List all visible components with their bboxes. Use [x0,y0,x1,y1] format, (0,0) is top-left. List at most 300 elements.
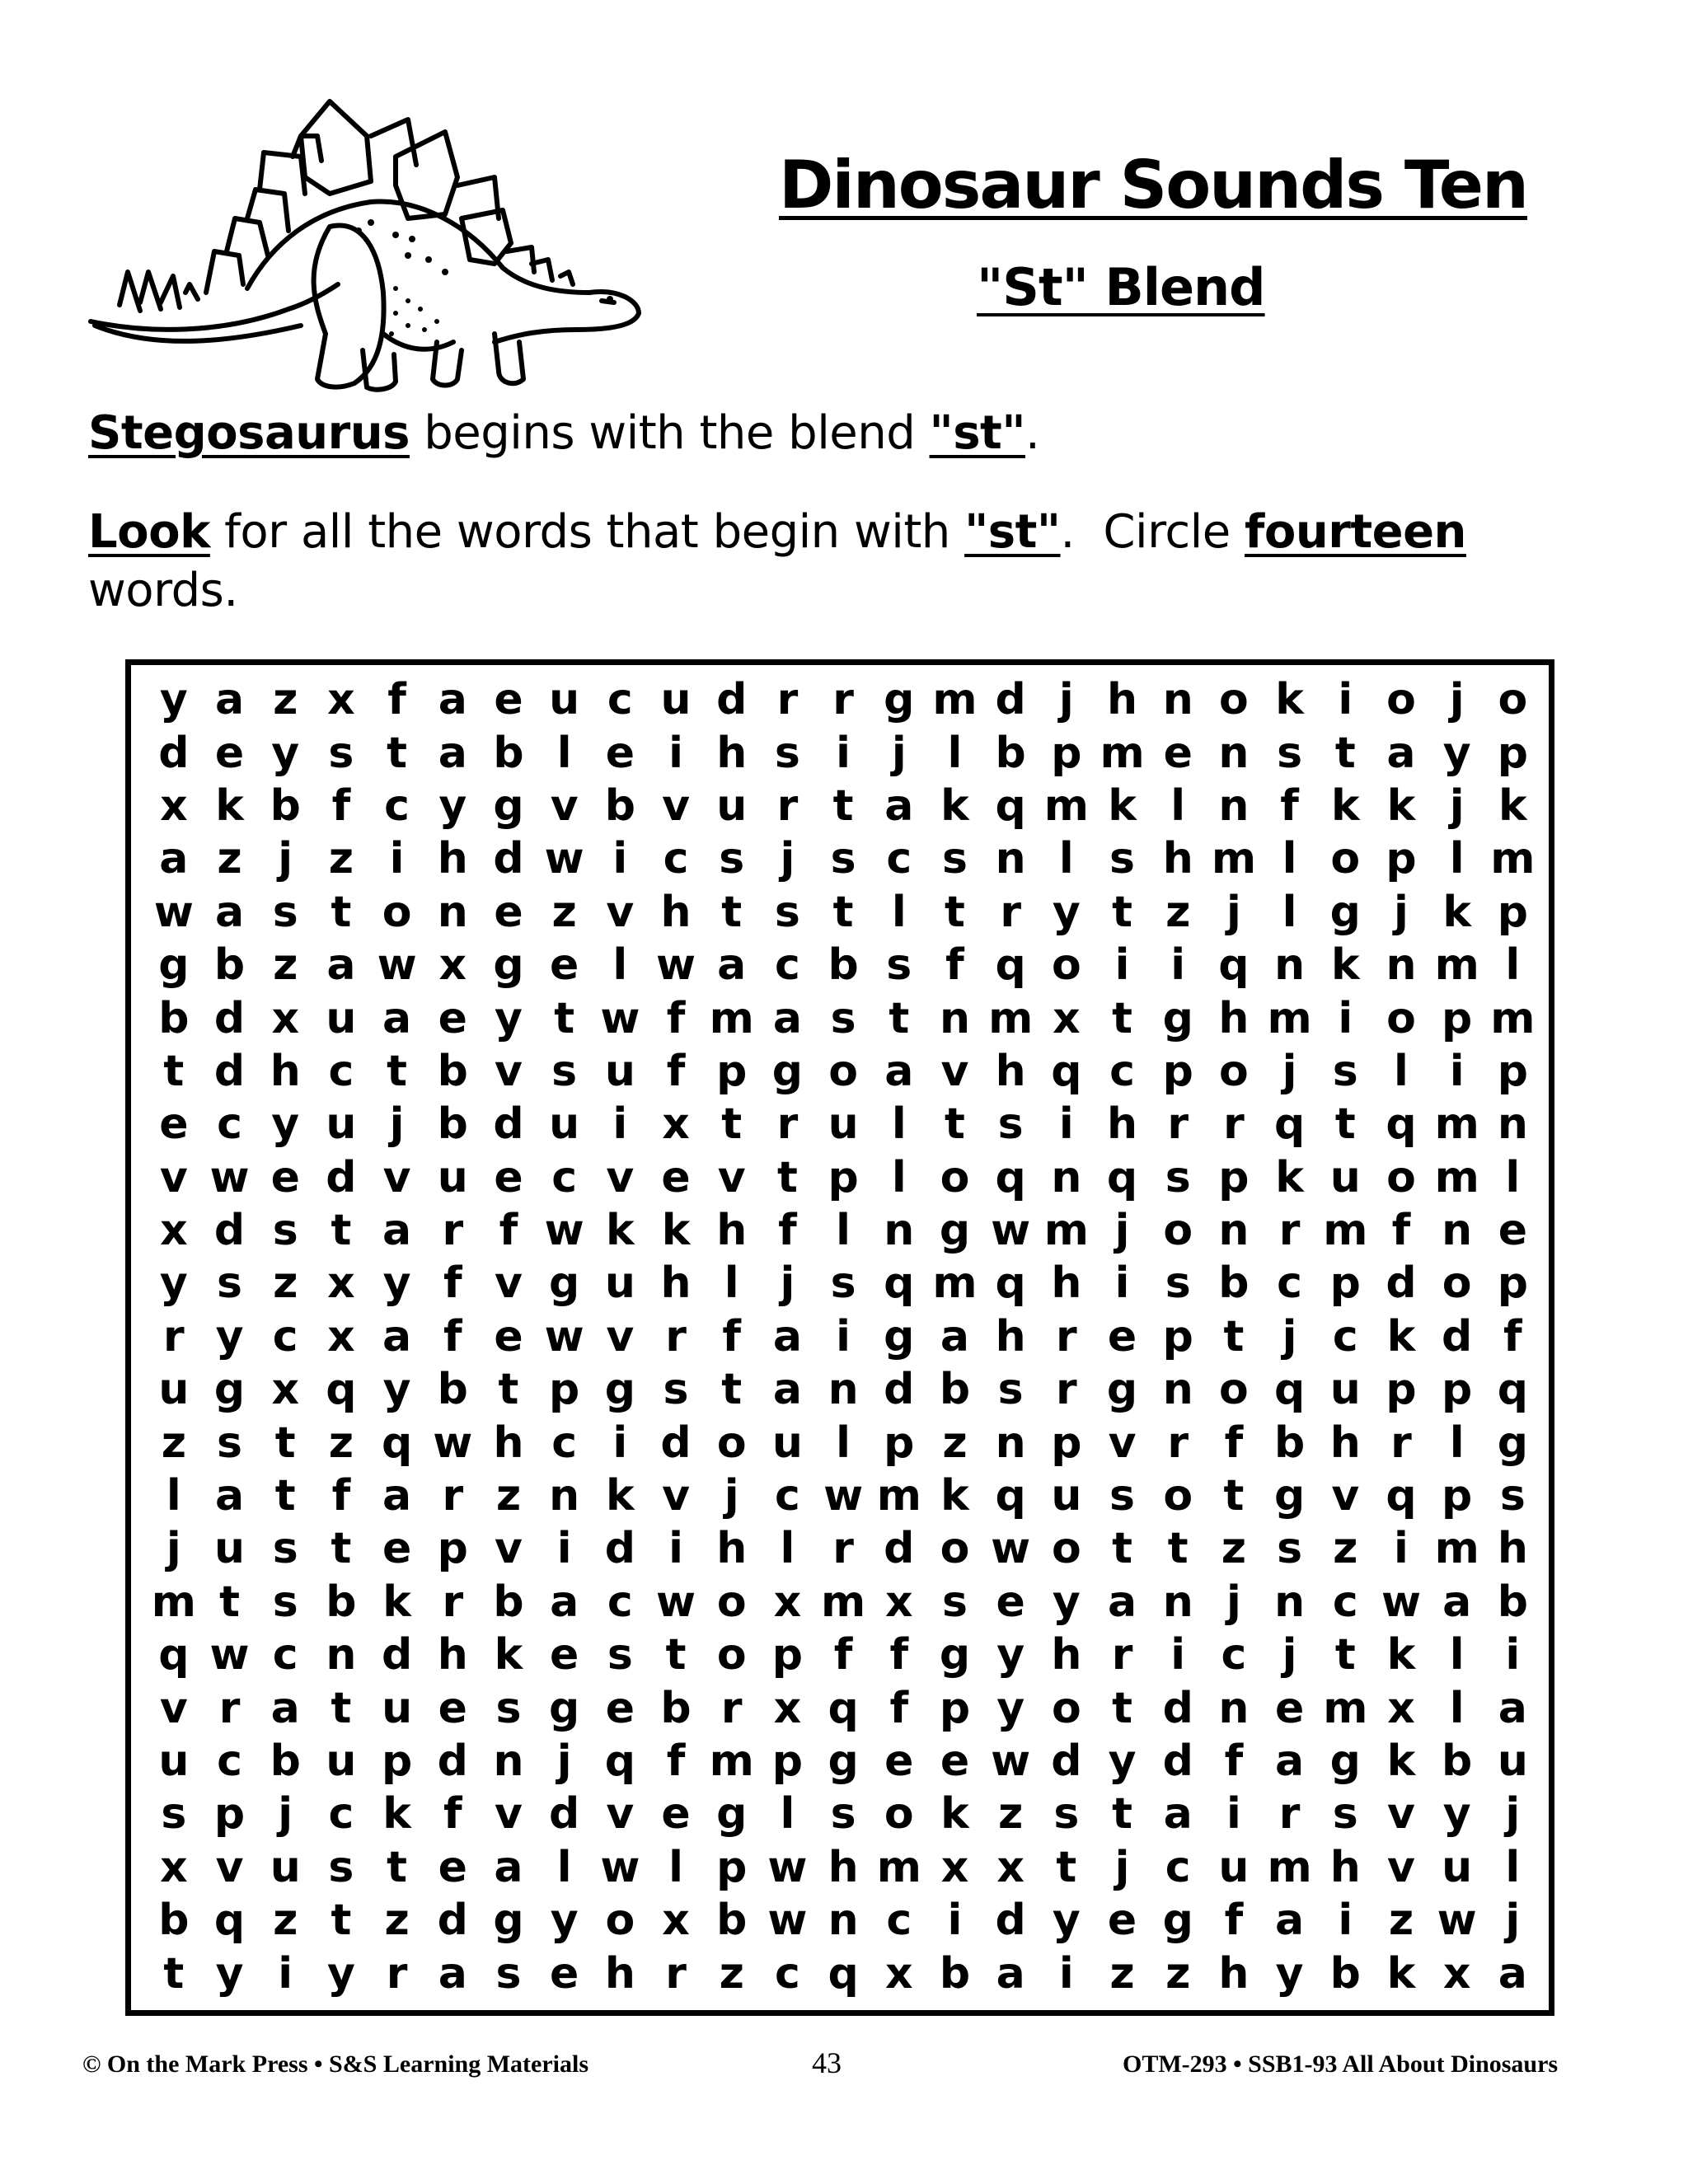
grid-letter[interactable]: o [716,1630,747,1680]
grid-letter[interactable]: v [717,1152,746,1202]
grid-letter[interactable]: x [1442,1948,1471,1999]
grid-letter[interactable]: u [382,1683,413,1733]
grid-letter[interactable]: y [326,1948,355,1999]
grid-letter[interactable]: y [1442,1789,1471,1840]
grid-letter[interactable]: p [1442,1471,1473,1521]
grid-letter[interactable]: t [163,1046,185,1096]
grid-letter[interactable]: d [716,675,748,725]
grid-letter[interactable]: p [1497,1046,1528,1096]
grid-letter[interactable]: q [1386,1471,1417,1521]
grid-letter[interactable]: b [270,1736,301,1786]
grid-letter[interactable]: u [549,1099,580,1150]
grid-letter[interactable]: t [1112,1524,1132,1574]
grid-letter[interactable]: f [1224,1418,1244,1468]
grid-letter[interactable]: t [331,1683,352,1733]
grid-letter[interactable]: x [662,1896,690,1946]
grid-letter[interactable]: m [709,993,754,1043]
grid-letter[interactable]: f [666,1736,686,1786]
grid-letter[interactable]: e [494,675,523,725]
grid-letter[interactable]: u [1497,1736,1528,1786]
grid-letter[interactable]: v [662,1471,690,1521]
grid-letter[interactable]: f [1391,1206,1411,1256]
grid-letter[interactable]: l [556,728,572,778]
grid-letter[interactable]: o [1442,1258,1472,1309]
grid-letter[interactable]: k [1108,780,1137,831]
grid-letter[interactable]: i [1170,1630,1186,1680]
grid-letter[interactable]: x [996,1842,1025,1892]
grid-letter[interactable]: a [940,1311,970,1361]
grid-letter[interactable]: j [1505,1896,1521,1946]
grid-letter[interactable]: y [1052,1577,1081,1627]
grid-letter[interactable]: b [939,1948,971,1999]
grid-letter[interactable]: t [387,1842,408,1892]
grid-letter[interactable]: f [331,780,351,831]
grid-letter[interactable]: b [270,780,301,831]
grid-letter[interactable]: a [270,1683,300,1733]
grid-letter[interactable]: j [1114,1206,1130,1256]
grid-letter[interactable]: n [437,887,468,937]
grid-letter[interactable]: e [438,1683,467,1733]
grid-letter[interactable]: l [1449,834,1465,884]
grid-letter[interactable]: m [1434,1524,1479,1574]
grid-letter[interactable]: b [716,1896,748,1946]
grid-letter[interactable]: a [494,1842,523,1892]
grid-letter[interactable]: f [499,1206,518,1256]
grid-letter[interactable]: u [326,1736,357,1786]
grid-letter[interactable]: l [836,1206,851,1256]
grid-letter[interactable]: k [1275,1152,1304,1202]
grid-letter[interactable]: r [1167,1099,1189,1150]
grid-letter[interactable]: t [1112,1789,1132,1840]
grid-letter[interactable]: y [382,1258,411,1309]
grid-letter[interactable]: j [891,728,907,778]
grid-letter[interactable]: a [1163,1789,1193,1840]
grid-letter[interactable]: a [1498,1683,1527,1733]
grid-letter[interactable]: h [1497,1524,1528,1574]
grid-letter[interactable]: p [771,1630,804,1680]
grid-letter[interactable]: z [1165,887,1191,937]
grid-letter[interactable]: g [158,940,190,991]
grid-letter[interactable]: v [495,1046,523,1096]
grid-letter[interactable]: n [828,1896,859,1946]
grid-letter[interactable]: w [767,1896,808,1946]
grid-letter[interactable]: x [773,1683,802,1733]
grid-letter[interactable]: s [272,1524,298,1574]
grid-letter[interactable]: w [544,1311,584,1361]
grid-letter[interactable]: h [995,1046,1026,1096]
grid-letter[interactable]: o [1051,940,1081,991]
grid-letter[interactable]: f [778,1206,797,1256]
grid-letter[interactable]: z [273,1896,298,1946]
grid-letter[interactable]: t [721,887,743,937]
grid-letter[interactable]: k [606,1471,635,1521]
grid-letter[interactable]: o [1051,1524,1081,1574]
grid-letter[interactable]: i [836,728,851,778]
grid-letter[interactable]: b [1329,1948,1361,1999]
grid-letter[interactable]: s [774,887,800,937]
grid-letter[interactable]: t [832,780,854,831]
grid-letter[interactable]: s [1332,1046,1358,1096]
grid-letter[interactable]: m [1434,940,1479,991]
grid-letter[interactable]: g [939,1630,971,1680]
grid-letter[interactable]: s [830,1789,856,1840]
grid-letter[interactable]: e [605,1683,635,1733]
grid-letter[interactable]: t [163,1948,185,1999]
grid-letter[interactable]: m [1490,993,1536,1043]
grid-letter[interactable]: n [1218,1206,1250,1256]
grid-letter[interactable]: w [600,1842,640,1892]
grid-letter[interactable]: f [387,675,406,725]
grid-letter[interactable]: d [213,993,246,1043]
grid-letter[interactable]: l [947,728,963,778]
grid-letter[interactable]: n [1442,1206,1473,1256]
grid-letter[interactable]: u [604,1046,635,1096]
grid-letter[interactable]: p [828,1152,859,1202]
grid-letter[interactable]: p [213,1789,246,1840]
grid-letter[interactable]: z [328,1418,354,1468]
grid-letter[interactable]: g [1273,1471,1306,1521]
grid-letter[interactable]: k [382,1789,411,1840]
grid-letter[interactable]: m [1434,1152,1479,1202]
grid-letter[interactable]: x [160,1842,188,1892]
grid-letter[interactable]: c [328,1046,354,1096]
grid-letter[interactable]: t [1334,1630,1356,1680]
grid-letter[interactable]: w [656,940,696,991]
grid-letter[interactable]: z [328,834,354,884]
grid-letter[interactable]: i [1449,1046,1465,1096]
grid-letter[interactable]: h [437,1630,468,1680]
grid-letter[interactable]: t [945,887,965,937]
grid-letter[interactable]: j [1226,887,1241,937]
grid-letter[interactable]: u [437,1152,468,1202]
grid-letter[interactable]: v [550,780,579,831]
grid-letter[interactable]: l [668,1842,683,1892]
grid-letter[interactable]: k [1386,780,1416,831]
grid-letter[interactable]: h [716,1524,748,1574]
grid-letter[interactable]: m [1043,1206,1089,1256]
grid-letter[interactable]: c [551,1152,578,1202]
grid-letter[interactable]: c [551,1418,578,1468]
grid-letter[interactable]: r [776,675,799,725]
grid-letter[interactable]: d [604,1524,635,1574]
grid-letter[interactable]: l [1505,1152,1521,1202]
grid-letter[interactable]: b [213,940,246,991]
grid-letter[interactable]: g [1329,887,1361,937]
grid-letter[interactable]: u [604,1258,635,1309]
grid-letter[interactable]: k [661,1206,691,1256]
grid-letter[interactable]: e [270,1152,300,1202]
grid-letter[interactable]: w [767,1842,808,1892]
grid-letter[interactable]: v [495,1789,523,1840]
grid-letter[interactable]: s [328,1842,354,1892]
grid-letter[interactable]: k [494,1630,523,1680]
grid-letter[interactable]: n [1162,675,1193,725]
grid-letter[interactable]: d [1162,1683,1193,1733]
grid-letter[interactable]: v [606,1789,635,1840]
grid-letter[interactable]: z [1388,1896,1414,1946]
grid-letter[interactable]: e [605,728,635,778]
grid-letter[interactable]: l [1449,1683,1465,1733]
grid-letter[interactable]: o [382,887,412,937]
grid-letter[interactable]: k [606,1206,635,1256]
grid-letter[interactable]: v [606,1311,635,1361]
grid-letter[interactable]: y [438,780,467,831]
grid-letter[interactable]: i [836,1311,851,1361]
grid-letter[interactable]: r [832,1524,854,1574]
grid-letter[interactable]: t [832,887,854,937]
grid-letter[interactable]: o [1498,675,1528,725]
grid-letter[interactable]: s [607,1630,633,1680]
grid-letter[interactable]: a [884,1046,914,1096]
grid-letter[interactable]: p [437,1524,468,1574]
grid-letter[interactable]: t [331,887,352,937]
grid-letter[interactable]: g [493,940,524,991]
grid-letter[interactable]: f [331,1471,351,1521]
grid-letter[interactable]: u [326,993,357,1043]
grid-letter[interactable]: p [381,1736,413,1786]
grid-letter[interactable]: a [438,728,467,778]
grid-letter[interactable]: z [719,1948,744,1999]
grid-letter[interactable]: t [1334,728,1356,778]
grid-letter[interactable]: z [495,1471,522,1521]
grid-letter[interactable]: n [1274,940,1306,991]
grid-letter[interactable]: n [549,1471,580,1521]
grid-letter[interactable]: g [604,1365,635,1415]
grid-letter[interactable]: i [1170,940,1186,991]
grid-letter[interactable]: q [995,1152,1026,1202]
grid-letter[interactable]: d [660,1418,692,1468]
grid-letter[interactable]: z [273,675,298,725]
grid-letter[interactable]: a [326,940,356,991]
grid-letter[interactable]: v [215,1842,244,1892]
grid-letter[interactable]: u [549,675,580,725]
grid-letter[interactable]: a [382,993,412,1043]
grid-letter[interactable]: b [158,993,190,1043]
grid-letter[interactable]: p [1162,1046,1193,1096]
grid-letter[interactable]: b [1442,1736,1473,1786]
grid-letter[interactable]: e [438,1842,467,1892]
grid-letter[interactable]: d [1051,1736,1082,1786]
grid-letter[interactable]: y [495,993,523,1043]
grid-letter[interactable]: f [889,1683,909,1733]
grid-letter[interactable]: t [1056,1842,1077,1892]
grid-letter[interactable]: x [438,940,467,991]
grid-letter[interactable]: m [876,1471,921,1521]
grid-letter[interactable]: z [384,1896,410,1946]
grid-letter[interactable]: j [166,1524,181,1574]
grid-letter[interactable]: k [1330,780,1360,831]
grid-letter[interactable]: g [1497,1418,1528,1468]
grid-letter[interactable]: w [209,1630,250,1680]
grid-letter[interactable]: u [1051,1471,1082,1521]
grid-letter[interactable]: s [272,887,298,937]
grid-letter[interactable]: j [1282,1311,1297,1361]
grid-letter[interactable]: c [1221,1630,1247,1680]
grid-letter[interactable]: c [1332,1311,1358,1361]
grid-letter[interactable]: t [776,1152,798,1202]
grid-letter[interactable]: m [151,1577,196,1627]
grid-letter[interactable]: c [384,780,410,831]
grid-letter[interactable]: m [1267,1842,1312,1892]
grid-letter[interactable]: u [158,1736,190,1786]
grid-letter[interactable]: k [1442,887,1471,937]
grid-letter[interactable]: i [947,1896,963,1946]
grid-letter[interactable]: p [1386,834,1417,884]
grid-letter[interactable]: r [442,1206,464,1256]
grid-letter[interactable]: g [493,1896,524,1946]
grid-letter[interactable]: m [1434,1099,1479,1150]
grid-letter[interactable]: a [1275,1896,1305,1946]
grid-letter[interactable]: k [215,780,244,831]
grid-letter[interactable]: e [214,728,245,778]
grid-letter[interactable]: o [1163,1206,1193,1256]
grid-letter[interactable]: x [327,675,355,725]
grid-letter[interactable]: x [1053,993,1081,1043]
grid-letter[interactable]: j [780,834,795,884]
grid-letter[interactable]: s [1165,1152,1191,1202]
grid-letter[interactable]: f [945,940,964,991]
grid-letter[interactable]: h [1218,1948,1250,1999]
grid-letter[interactable]: s [1109,1471,1135,1521]
grid-letter[interactable]: o [716,1577,747,1627]
grid-letter[interactable]: r [665,1948,687,1999]
grid-letter[interactable]: e [159,1099,189,1150]
grid-letter[interactable]: o [716,1418,747,1468]
grid-letter[interactable]: d [437,1896,468,1946]
grid-letter[interactable]: z [161,1418,186,1468]
grid-letter[interactable]: b [493,1577,524,1627]
grid-letter[interactable]: m [876,1842,921,1892]
grid-letter[interactable]: e [661,1152,691,1202]
grid-letter[interactable]: i [1394,1524,1409,1574]
grid-letter[interactable]: d [493,1099,524,1150]
grid-letter[interactable]: t [1334,1099,1356,1150]
grid-letter[interactable]: a [438,1948,467,1999]
grid-letter[interactable]: a [1498,1948,1527,1999]
grid-letter[interactable]: v [159,1152,188,1202]
grid-letter[interactable]: w [991,1524,1031,1574]
grid-letter[interactable]: l [1058,834,1074,884]
grid-letter[interactable]: b [660,1683,692,1733]
grid-letter[interactable]: s [997,1365,1024,1415]
grid-letter[interactable]: f [1224,1736,1244,1786]
grid-letter[interactable]: v [1387,1789,1415,1840]
grid-letter[interactable]: u [214,1524,246,1574]
grid-letter[interactable]: z [1165,1948,1191,1999]
grid-letter[interactable]: u [771,1418,803,1468]
grid-letter[interactable]: l [1170,780,1186,831]
grid-letter[interactable]: w [433,1418,473,1468]
grid-letter[interactable]: q [1051,1046,1082,1096]
grid-letter[interactable]: r [1056,1365,1077,1415]
grid-letter[interactable]: o [1386,675,1416,725]
grid-letter[interactable]: w [544,1206,584,1256]
grid-letter[interactable]: d [1442,1311,1473,1361]
grid-letter[interactable]: z [273,1258,298,1309]
grid-letter[interactable]: c [886,1896,912,1946]
grid-letter[interactable]: i [668,1524,683,1574]
grid-letter[interactable]: j [278,834,293,884]
grid-letter[interactable]: t [554,993,575,1043]
grid-letter[interactable]: h [828,1842,859,1892]
grid-letter[interactable]: m [1323,1206,1368,1256]
grid-letter[interactable]: s [161,1789,187,1840]
grid-letter[interactable]: u [660,675,692,725]
grid-letter[interactable]: g [549,1683,580,1733]
grid-letter[interactable]: u [1329,1152,1361,1202]
grid-letter[interactable]: p [1051,728,1082,778]
grid-letter[interactable]: e [550,940,579,991]
grid-letter[interactable]: g [828,1736,859,1786]
grid-letter[interactable]: i [612,1099,628,1150]
grid-letter[interactable]: t [1223,1471,1245,1521]
grid-letter[interactable]: c [328,1789,354,1840]
grid-letter[interactable]: f [1224,1896,1244,1946]
grid-letter[interactable]: t [498,1365,519,1415]
grid-letter[interactable]: a [214,675,245,725]
grid-letter[interactable]: g [884,675,915,725]
grid-letter[interactable]: y [215,1311,244,1361]
grid-letter[interactable]: y [159,675,188,725]
grid-letter[interactable]: y [1108,1736,1137,1786]
grid-letter[interactable]: z [551,887,577,937]
grid-letter[interactable]: s [495,1683,522,1733]
grid-letter[interactable]: d [213,1206,246,1256]
grid-letter[interactable]: q [1218,940,1250,991]
grid-letter[interactable]: j [780,1258,795,1309]
grid-letter[interactable]: p [1218,1152,1250,1202]
grid-letter[interactable]: z [217,834,242,884]
grid-letter[interactable]: e [438,993,467,1043]
grid-letter[interactable]: h [1107,675,1138,725]
grid-letter[interactable]: s [830,993,856,1043]
grid-letter[interactable]: b [1273,1418,1306,1468]
grid-letter[interactable]: r [218,1683,241,1733]
grid-letter[interactable]: a [717,940,747,991]
grid-letter[interactable]: r [1278,1206,1301,1256]
grid-letter[interactable]: n [995,1418,1026,1468]
grid-letter[interactable]: r [1167,1418,1189,1468]
grid-letter[interactable]: r [1111,1630,1133,1680]
grid-letter[interactable]: q [828,1683,859,1733]
grid-letter[interactable]: t [219,1577,240,1627]
grid-letter[interactable]: g [771,1046,804,1096]
grid-letter[interactable]: i [1114,1258,1130,1309]
grid-letter[interactable]: j [1058,675,1074,725]
grid-letter[interactable]: y [996,1630,1025,1680]
grid-letter[interactable]: n [1497,1099,1528,1150]
grid-letter[interactable]: n [326,1630,357,1680]
grid-letter[interactable]: a [996,1948,1025,1999]
grid-letter[interactable]: b [437,1365,468,1415]
grid-letter[interactable]: t [1167,1524,1189,1574]
grid-letter[interactable]: z [998,1789,1024,1840]
grid-letter[interactable]: l [891,887,907,937]
grid-letter[interactable]: l [1282,887,1297,937]
grid-letter[interactable]: z [1333,1524,1358,1574]
grid-letter[interactable]: t [387,728,408,778]
grid-letter[interactable]: r [1000,887,1021,937]
grid-letter[interactable]: w [377,940,417,991]
grid-letter[interactable]: r [720,1683,743,1733]
grid-letter[interactable]: f [722,1311,742,1361]
grid-letter[interactable]: y [215,1948,244,1999]
grid-letter[interactable]: a [1275,1736,1305,1786]
grid-letter[interactable]: h [660,887,692,937]
grid-letter[interactable]: k [940,780,969,831]
grid-letter[interactable]: d [493,834,524,884]
grid-letter[interactable]: s [830,834,856,884]
